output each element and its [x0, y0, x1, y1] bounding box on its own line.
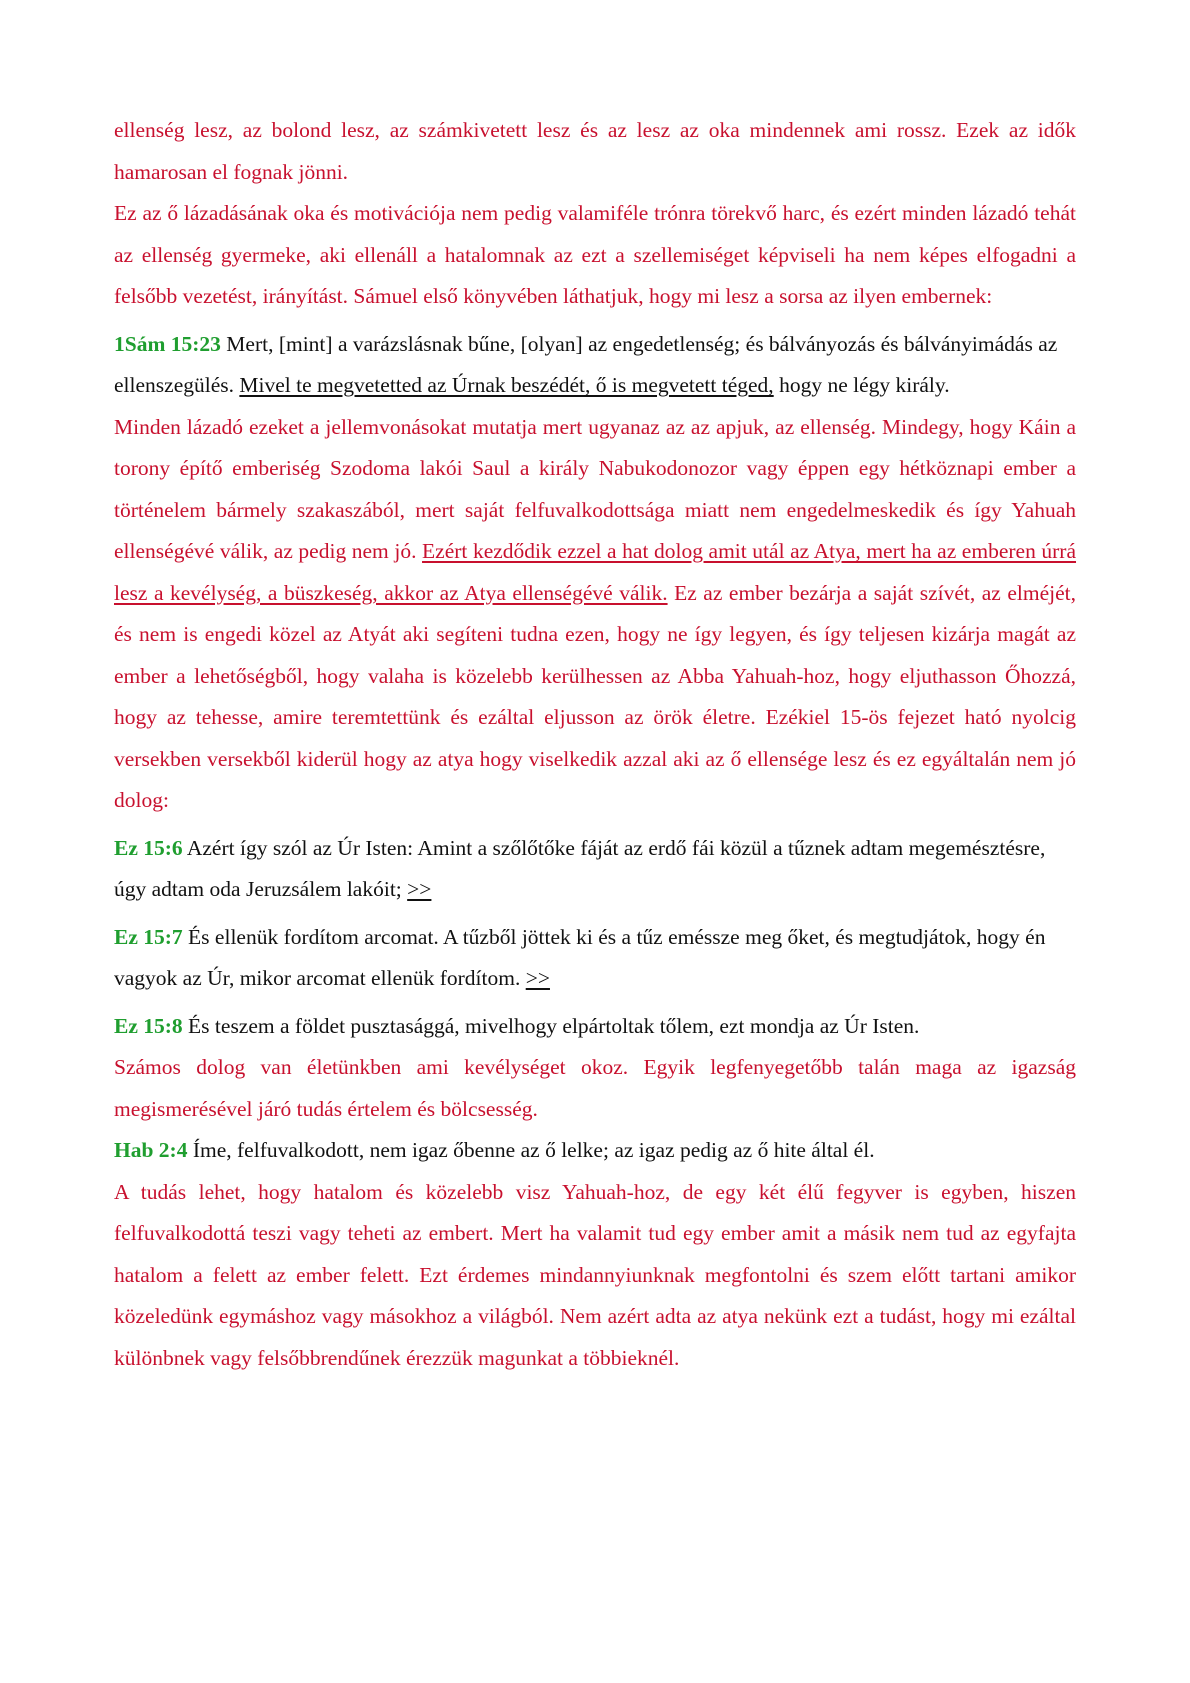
verse-text: Mert, [mint] a varázslásnak bűne, [olyan] az engedetlenség; és bálványozás és bálványimádás az ellenszegülés. [114, 331, 1058, 397]
verse-text: És ellenük fordítom arcomat. A tűzből jöttek ki és a tűz eméssze meg őket, és megtudjátok, hogy én vagyok az Úr, mikor arcomat ellenük fordítom. [114, 924, 1046, 990]
paragraph-text: ellenség lesz, az bolond lesz, az számkivetett lesz és az lesz az oka mindennek ami rossz. Ezek az idők hamarosan el fognak jönni. [114, 118, 1076, 184]
underlined-commentary-text: Ezért kezdődik ezzel a hat dolog amit utál az Atya, mert ha az emberen úrrá lesz a kevélység, a büszkeség, akkor az Atya ellenségévé válik. [114, 539, 1077, 605]
commentary-paragraph [114, 407, 1076, 822]
scripture-verse [114, 917, 1076, 1000]
verse-text: hogy ne légy király. [773, 373, 950, 397]
verse-reference: Ez 15:7 [114, 924, 183, 949]
verse-reference: 1Sám 15:23 [114, 331, 221, 356]
paragraph-text: Ez az ember bezárja a saját szívét, az elméjét, és nem is engedi közel az Atyát aki segíteni tudna ezen, hogy ne így legyen, és így teljesen kizárja magát az ember a lehetőségből, hogy valaha is közelebb kerülhessen az Abba Yahuah-hoz, hogy eljuthasson Őhozzá, hogy az tehesse, amire teremtettünk és ezáltal eljusson az örök életre. Ezékiel 15-ös fejezet ható nyolcig versekben versekből kiderül hogy az atya hogy viselkedik azzal aki az ő ellensége lesz és ez egyáltalán nem jó dolog: [114, 580, 1076, 812]
verse-reference: Ez 15:6 [114, 835, 183, 860]
scripture-verse [114, 1006, 1076, 1048]
scripture-verse [114, 1130, 1076, 1172]
commentary-paragraph [114, 1172, 1076, 1380]
paragraph-text: A tudás lehet, hogy hatalom és közelebb visz Yahuah-hoz, de egy két élű fegyver is egyben, hiszen felfuvalkodottá teszi vagy teheti az embert. Mert ha valamit tud egy ember amit a másik nem tud az egyfajta hatalom a felett az ember felett. Ezt érdemes mindannyiunknak megfontolni és szem előtt tartani amikor közeledünk egymáshoz vagy másokhoz a világból. Nem azért adta az atya nekünk ezt a tudást, hogy mi ezáltal különbnek vagy felsőbbrendűnek érezzük magunkat a többieknél. [114, 1179, 1076, 1370]
verse-reference: Ez 15:8 [114, 1013, 183, 1038]
commentary-paragraph [114, 110, 1076, 193]
verse-reference: Hab 2:4 [114, 1138, 188, 1162]
scripture-verse [114, 828, 1076, 911]
scripture-verse [114, 324, 1076, 407]
next-verse-link[interactable]: >> [407, 877, 432, 901]
verse-text: Azért így szól az Úr Isten: Amint a szőlőtőke fáját az erdő fái közül a tűznek adtam megemésztésre, úgy adtam oda Jeruzsálem lakóit; [114, 835, 1046, 901]
commentary-paragraph [114, 1047, 1076, 1130]
verse-text: Íme, felfuvalkodott, nem igaz őbenne az ő lelke; az igaz pedig az ő hite által él. [187, 1138, 875, 1162]
next-verse-link[interactable]: >> [525, 966, 550, 990]
document-page [114, 110, 1076, 1379]
underlined-verse-text: Mivel te megvetetted az Úrnak beszédét, ő is megvetett téged, [239, 373, 774, 397]
paragraph-text: Számos dolog van életünkben ami kevélységet okoz. Egyik legfenyegetőbb talán maga az igazság megismerésével járó tudás értelem és bölcsesség. [114, 1055, 1076, 1121]
paragraph-text: Minden lázadó ezeket a jellemvonásokat mutatja mert ugyanaz az az apjuk, az ellenség. Mindegy, hogy Káin a torony építő emberiség Szodoma lakói Saul a király Nabukodonozor vagy éppen egy hétköznapi ember a történelem bármely szakaszából, mert saját felfuvalkodottsága miatt nem engedelmeskedik és így Yahuah ellenségévé válik, az pedig nem jó. [114, 414, 1076, 563]
paragraph-text: Ez az ő lázadásának oka és motivációja nem pedig valamiféle trónra törekvő harc, és ezért minden lázadó tehát az ellenség gyermeke, aki ellenáll a hatalomnak az ezt a szellemiséget képviseli ha nem képes elfogadni a felsőbb vezetést, irányítást. Sámuel első könyvében láthatjuk, hogy mi lesz a sorsa az ilyen embernek: [114, 201, 1076, 308]
verse-text: És teszem a földet pusztasággá, mivelhogy elpártoltak tőlem, ezt mondja az Úr Isten. [182, 1013, 920, 1038]
commentary-paragraph [114, 193, 1076, 318]
